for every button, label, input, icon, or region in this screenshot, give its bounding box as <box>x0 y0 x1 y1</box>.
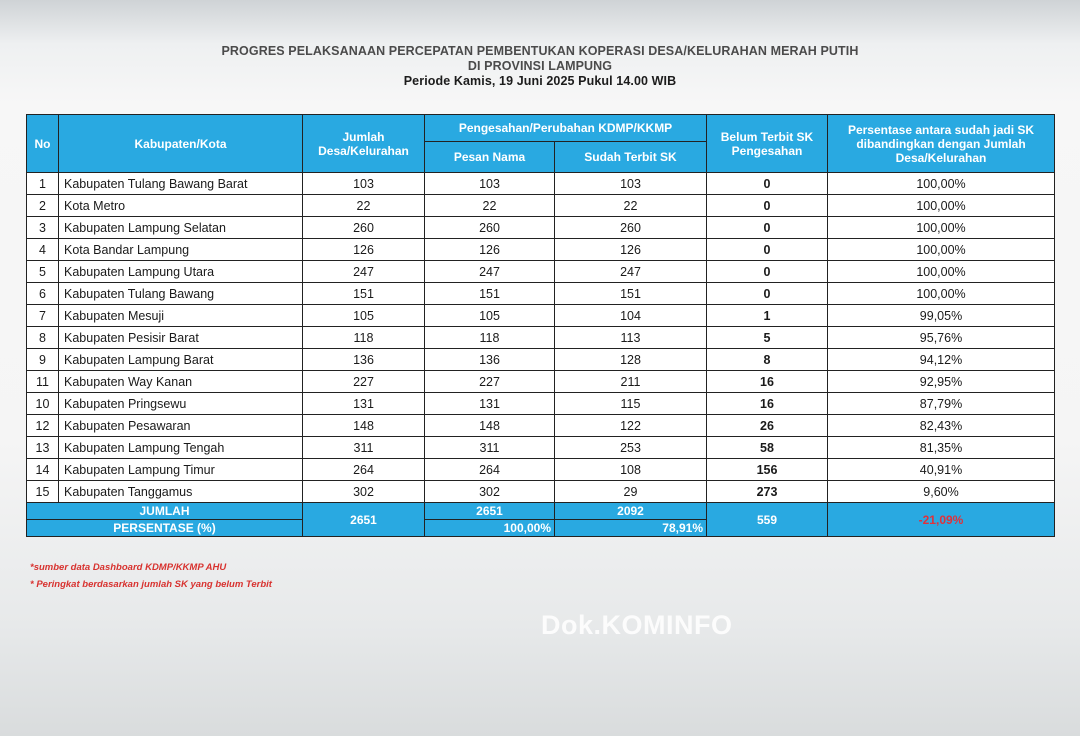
cell-persentase: 100,00% <box>828 261 1055 283</box>
total-persentase: -21,09% <box>828 503 1055 537</box>
cell-no: 13 <box>27 437 59 459</box>
cell-pesan-nama: 151 <box>425 283 555 305</box>
cell-persentase: 100,00% <box>828 239 1055 261</box>
cell-persentase: 94,12% <box>828 349 1055 371</box>
cell-kabupaten: Kabupaten Lampung Utara <box>59 261 303 283</box>
cell-sudah-terbit: 103 <box>555 173 707 195</box>
cell-jumlah: 260 <box>303 217 425 239</box>
cell-belum-terbit: 0 <box>707 195 828 217</box>
cell-belum-terbit: 16 <box>707 371 828 393</box>
report-title: PROGRES PELAKSANAAN PERCEPATAN PEMBENTUKAN KOPERASI DESA/KELURAHAN MERAH PUTIH <box>221 44 859 58</box>
cell-persentase: 81,35% <box>828 437 1055 459</box>
cell-no: 2 <box>27 195 59 217</box>
cell-kabupaten: Kabupaten Tanggamus <box>59 481 303 503</box>
cell-jumlah: 148 <box>303 415 425 437</box>
header-sudah-terbit: Sudah Terbit SK <box>555 142 707 173</box>
cell-belum-terbit: 156 <box>707 459 828 481</box>
cell-jumlah: 136 <box>303 349 425 371</box>
cell-jumlah: 264 <box>303 459 425 481</box>
cell-sudah-terbit: 29 <box>555 481 707 503</box>
cell-belum-terbit: 0 <box>707 283 828 305</box>
header-persentase: Persentase antara sudah jadi SK dibandingkan dengan Jumlah Desa/Kelurahan <box>828 115 1055 173</box>
cell-sudah-terbit: 22 <box>555 195 707 217</box>
report-subtitle: DI PROVINSI LAMPUNG <box>467 59 613 73</box>
table-row <box>27 349 1055 371</box>
cell-kabupaten: Kabupaten Tulang Bawang Barat <box>59 173 303 195</box>
cell-no: 9 <box>27 349 59 371</box>
cell-sudah-terbit: 104 <box>555 305 707 327</box>
cell-sudah-terbit: 128 <box>555 349 707 371</box>
cell-persentase: 9,60% <box>828 481 1055 503</box>
cell-persentase: 82,43% <box>828 415 1055 437</box>
cell-pesan-nama: 260 <box>425 217 555 239</box>
table-row <box>27 283 1055 305</box>
cell-sudah-terbit: 122 <box>555 415 707 437</box>
cell-persentase: 100,00% <box>828 173 1055 195</box>
table-row <box>27 371 1055 393</box>
cell-no: 15 <box>27 481 59 503</box>
cell-persentase: 100,00% <box>828 217 1055 239</box>
cell-sudah-terbit: 115 <box>555 393 707 415</box>
table-row <box>27 415 1055 437</box>
cell-pesan-nama: 126 <box>425 239 555 261</box>
total-desa: 2651 <box>303 503 425 537</box>
cell-no: 6 <box>27 283 59 305</box>
cell-belum-terbit: 58 <box>707 437 828 459</box>
pct-sudah: 78,91% <box>555 520 707 537</box>
cell-kabupaten: Kabupaten Lampung Barat <box>59 349 303 371</box>
cell-belum-terbit: 1 <box>707 305 828 327</box>
header-pengesahan-group: Pengesahan/Perubahan KDMP/KKMP <box>425 115 707 142</box>
cell-no: 4 <box>27 239 59 261</box>
cell-jumlah: 118 <box>303 327 425 349</box>
cell-no: 12 <box>27 415 59 437</box>
cell-jumlah: 311 <box>303 437 425 459</box>
cell-persentase: 99,05% <box>828 305 1055 327</box>
cell-pesan-nama: 131 <box>425 393 555 415</box>
cell-jumlah: 247 <box>303 261 425 283</box>
table-row <box>27 261 1055 283</box>
cell-persentase: 92,95% <box>828 371 1055 393</box>
cell-pesan-nama: 103 <box>425 173 555 195</box>
cell-jumlah: 126 <box>303 239 425 261</box>
pct-pesan: 100,00% <box>425 520 555 537</box>
table-row <box>27 217 1055 239</box>
jumlah-label: JUMLAH <box>27 503 303 520</box>
table-row <box>27 195 1055 217</box>
cell-belum-terbit: 0 <box>707 239 828 261</box>
cell-sudah-terbit: 126 <box>555 239 707 261</box>
cell-belum-terbit: 5 <box>707 327 828 349</box>
table-row <box>27 327 1055 349</box>
cell-sudah-terbit: 260 <box>555 217 707 239</box>
table-row <box>27 239 1055 261</box>
cell-no: 5 <box>27 261 59 283</box>
cell-no: 1 <box>27 173 59 195</box>
table-body <box>27 173 1055 503</box>
cell-belum-terbit: 0 <box>707 261 828 283</box>
cell-jumlah: 151 <box>303 283 425 305</box>
cell-pesan-nama: 302 <box>425 481 555 503</box>
header-kabupaten: Kabupaten/Kota <box>59 115 303 173</box>
cell-kabupaten: Kota Bandar Lampung <box>59 239 303 261</box>
table-row <box>27 305 1055 327</box>
table-row <box>27 393 1055 415</box>
cell-belum-terbit: 26 <box>707 415 828 437</box>
cell-pesan-nama: 247 <box>425 261 555 283</box>
cell-no: 14 <box>27 459 59 481</box>
footnotes <box>30 559 272 593</box>
cell-persentase: 95,76% <box>828 327 1055 349</box>
cell-sudah-terbit: 211 <box>555 371 707 393</box>
cell-persentase: 40,91% <box>828 459 1055 481</box>
header-jumlah: Jumlah Desa/Kelurahan <box>303 115 425 173</box>
cell-jumlah: 103 <box>303 173 425 195</box>
cell-no: 7 <box>27 305 59 327</box>
header-pesan-nama: Pesan Nama <box>425 142 555 173</box>
cell-kabupaten: Kabupaten Pesawaran <box>59 415 303 437</box>
cell-no: 8 <box>27 327 59 349</box>
report-titles <box>0 44 1080 89</box>
watermark: Dok.KOMINFO <box>541 610 733 640</box>
footnote-source: *sumber data Dashboard KDMP/KKMP AHU <box>30 562 227 573</box>
cell-jumlah: 105 <box>303 305 425 327</box>
cell-belum-terbit: 0 <box>707 217 828 239</box>
persentase-label: PERSENTASE (%) <box>27 520 303 537</box>
cell-belum-terbit: 0 <box>707 173 828 195</box>
cell-no: 3 <box>27 217 59 239</box>
cell-persentase: 100,00% <box>828 195 1055 217</box>
cell-pesan-nama: 311 <box>425 437 555 459</box>
progress-table <box>26 114 1055 537</box>
cell-belum-terbit: 16 <box>707 393 828 415</box>
cell-persentase: 100,00% <box>828 283 1055 305</box>
footnote-ranking: * Peringkat berdasarkan jumlah SK yang belum Terbit <box>30 579 272 590</box>
cell-pesan-nama: 105 <box>425 305 555 327</box>
cell-kabupaten: Kabupaten Pesisir Barat <box>59 327 303 349</box>
table-row <box>27 481 1055 503</box>
header-no: No <box>27 115 59 173</box>
cell-belum-terbit: 273 <box>707 481 828 503</box>
cell-sudah-terbit: 108 <box>555 459 707 481</box>
cell-belum-terbit: 8 <box>707 349 828 371</box>
total-pesan: 2651 <box>425 503 555 520</box>
header-belum: Belum Terbit SK Pengesahan <box>707 115 828 173</box>
cell-kabupaten: Kabupaten Lampung Tengah <box>59 437 303 459</box>
table-row <box>27 437 1055 459</box>
cell-pesan-nama: 148 <box>425 415 555 437</box>
cell-jumlah: 227 <box>303 371 425 393</box>
total-belum: 559 <box>707 503 828 537</box>
report-period: Periode Kamis, 19 Juni 2025 Pukul 14.00 WIB <box>403 74 677 88</box>
table-row <box>27 459 1055 481</box>
cell-no: 11 <box>27 371 59 393</box>
cell-kabupaten: Kabupaten Pringsewu <box>59 393 303 415</box>
cell-persentase: 87,79% <box>828 393 1055 415</box>
cell-kabupaten: Kabupaten Way Kanan <box>59 371 303 393</box>
total-sudah: 2092 <box>555 503 707 520</box>
cell-jumlah: 131 <box>303 393 425 415</box>
cell-sudah-terbit: 247 <box>555 261 707 283</box>
cell-kabupaten: Kota Metro <box>59 195 303 217</box>
cell-sudah-terbit: 113 <box>555 327 707 349</box>
cell-pesan-nama: 22 <box>425 195 555 217</box>
cell-pesan-nama: 136 <box>425 349 555 371</box>
cell-kabupaten: Kabupaten Lampung Selatan <box>59 217 303 239</box>
cell-kabupaten: Kabupaten Lampung Timur <box>59 459 303 481</box>
cell-kabupaten: Kabupaten Tulang Bawang <box>59 283 303 305</box>
cell-jumlah: 22 <box>303 195 425 217</box>
cell-sudah-terbit: 151 <box>555 283 707 305</box>
cell-pesan-nama: 118 <box>425 327 555 349</box>
table-row <box>27 173 1055 195</box>
cell-sudah-terbit: 253 <box>555 437 707 459</box>
cell-pesan-nama: 227 <box>425 371 555 393</box>
cell-no: 10 <box>27 393 59 415</box>
cell-kabupaten: Kabupaten Mesuji <box>59 305 303 327</box>
cell-jumlah: 302 <box>303 481 425 503</box>
cell-pesan-nama: 264 <box>425 459 555 481</box>
